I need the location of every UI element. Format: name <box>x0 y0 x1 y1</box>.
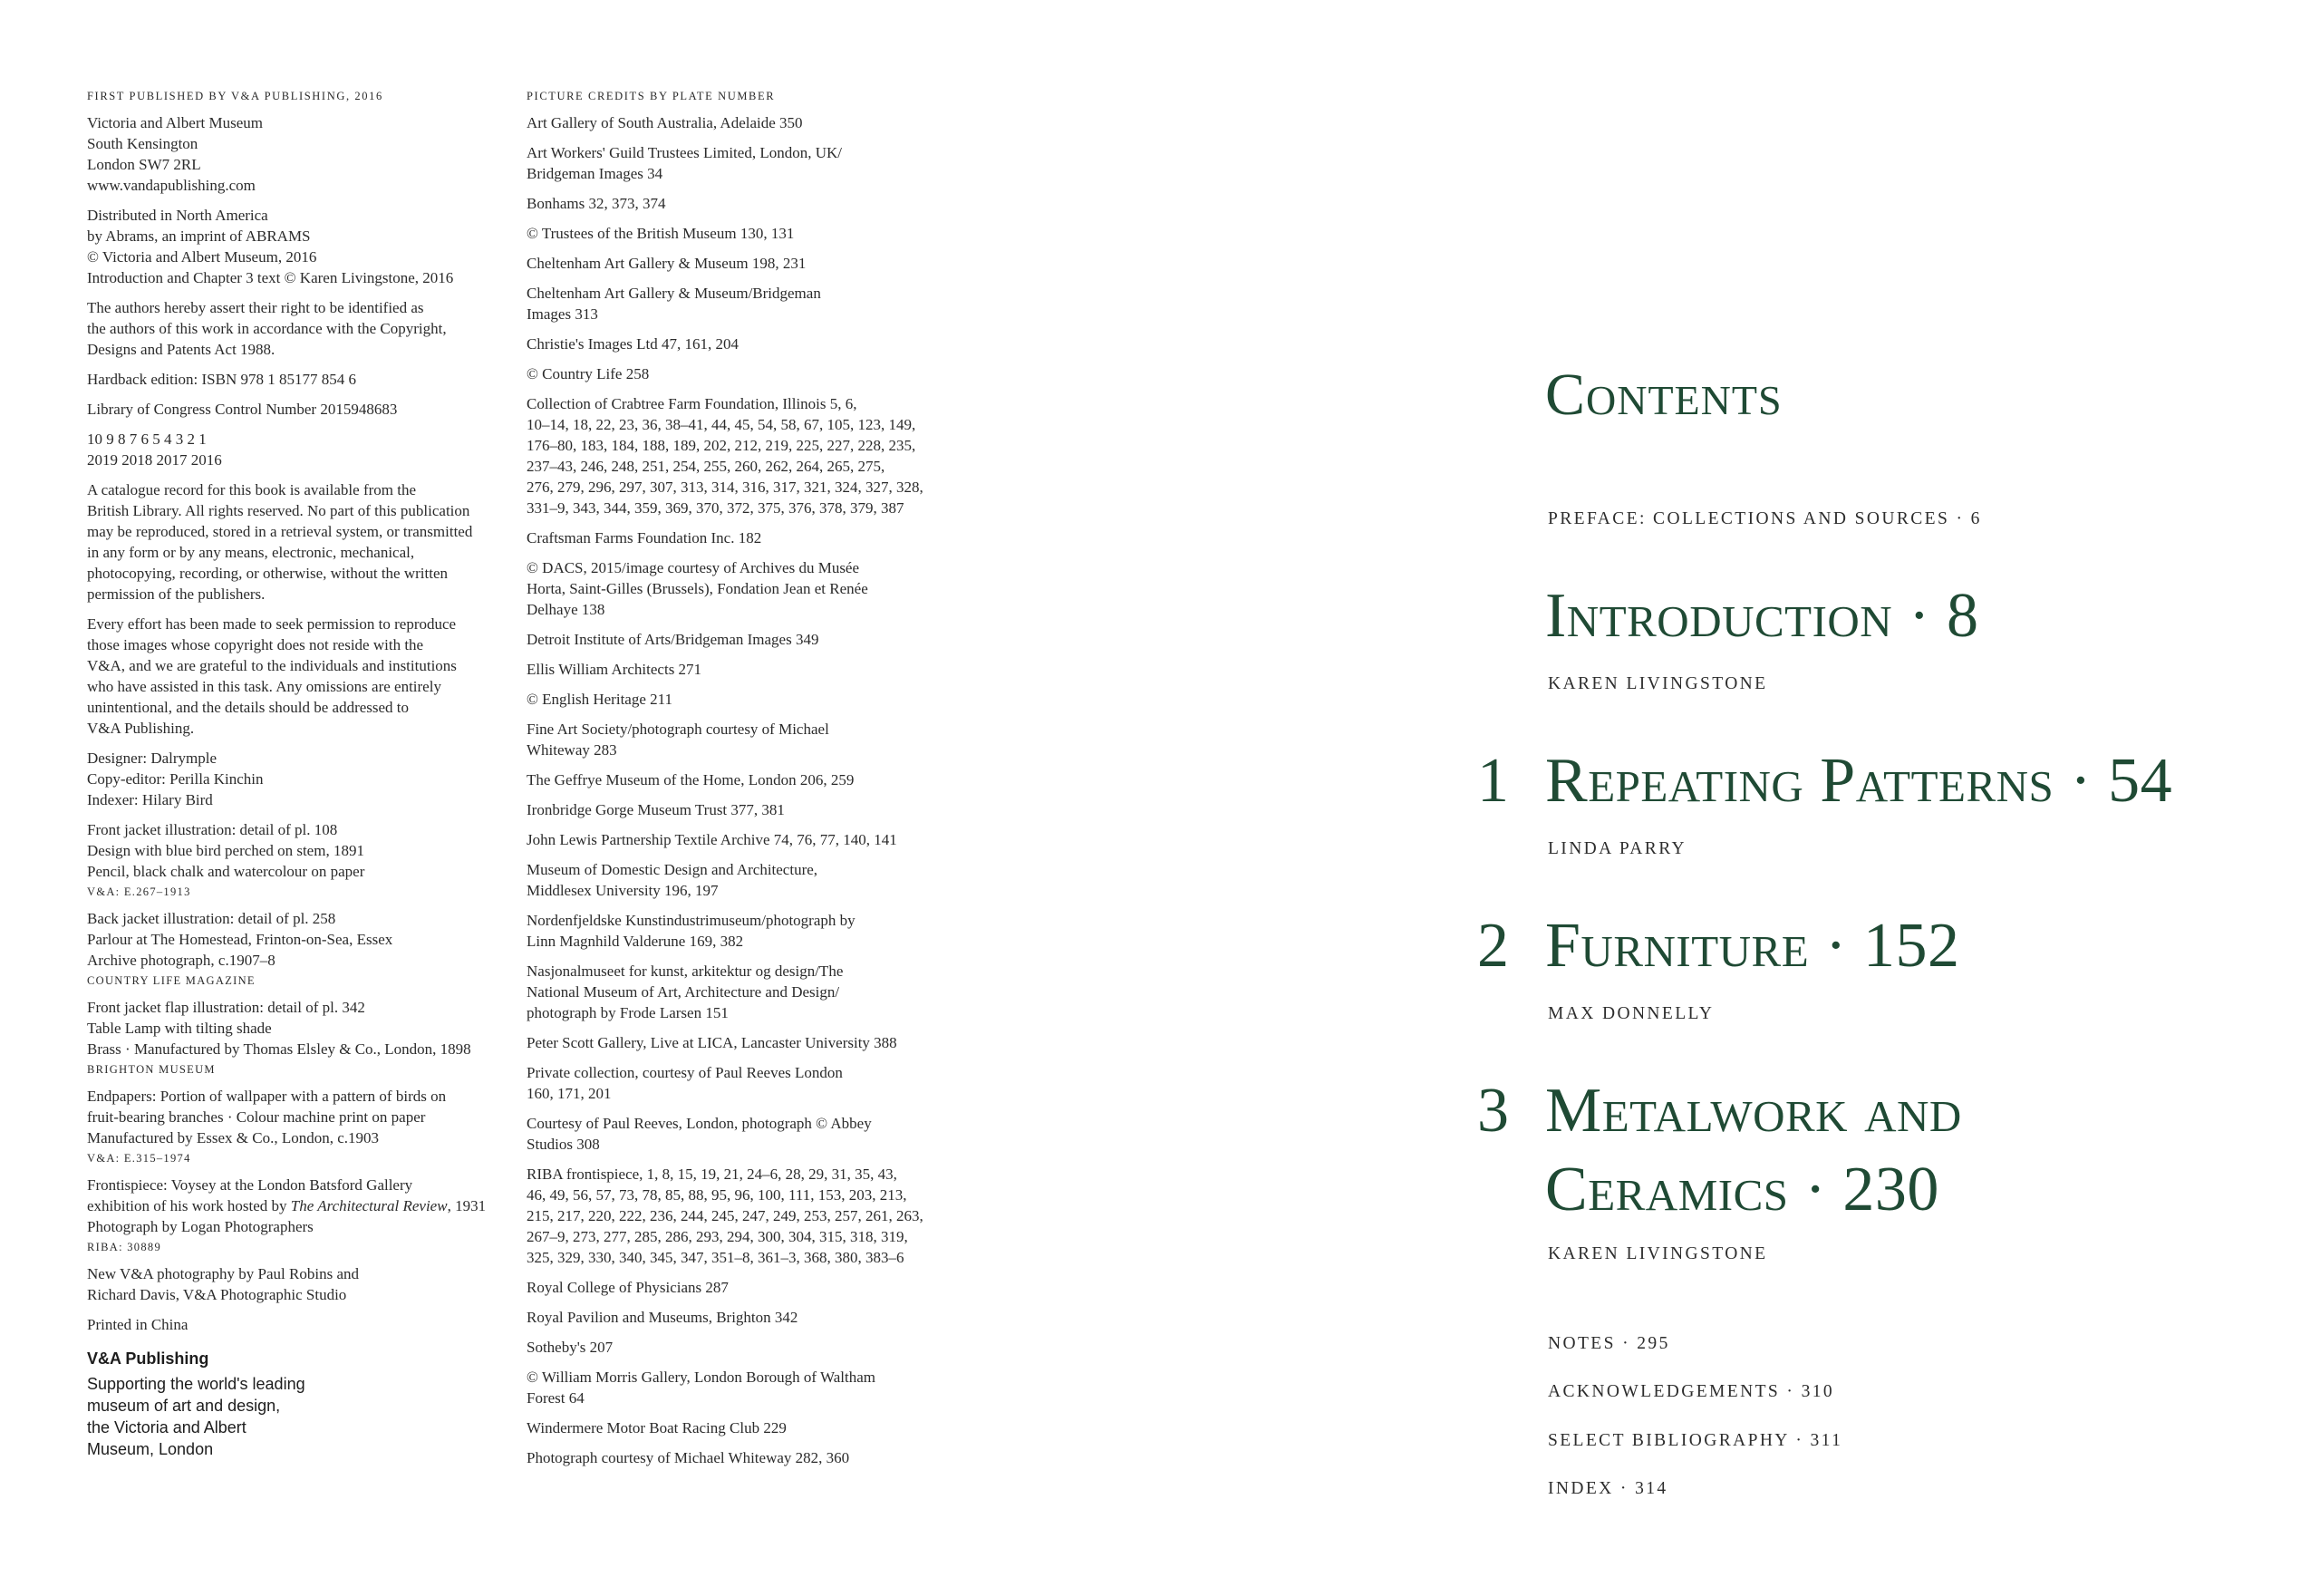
toc-index[interactable]: INDEX · 314 <box>1548 1479 1668 1498</box>
toc-chapter-2-author: MAX DONNELLY <box>1548 1004 1715 1023</box>
text-line: Victoria and Albert Museum <box>87 113 263 131</box>
credit-line: Art Gallery of South Australia, Adelaide 350 <box>527 113 803 131</box>
credit-line: Horta, Saint-Gilles (Brussels), Fondation Jean et Renée <box>527 579 868 597</box>
credit-entry <box>527 557 907 620</box>
credit-line: Photograph courtesy of Michael Whiteway 282, 360 <box>527 1448 850 1466</box>
credit-line: 267–9, 273, 277, 285, 286, 293, 294, 300, 304, 315, 318, 319, <box>527 1227 908 1245</box>
credit-entry <box>527 334 907 354</box>
imprint-heading: FIRST PUBLISHED BY V&A PUBLISHING, 2016 <box>87 90 383 102</box>
credit-entry <box>527 527 907 548</box>
loc-number: Library of Congress Control Number 2015948683 <box>87 400 398 418</box>
credit-entry <box>527 1164 923 1268</box>
credit-line: Nasjonalmuseet for kunst, arkitektur og design/The <box>527 962 844 980</box>
credit-entry <box>527 1062 907 1104</box>
text-line: by Abrams, an imprint of ABRAMS <box>87 227 311 245</box>
credit-entry <box>527 1113 907 1155</box>
credit-entry <box>527 1367 907 1408</box>
toc-introduction[interactable]: Introduction · 8 <box>1545 581 1979 651</box>
text-line: Designs and Patents Act 1988. <box>87 340 276 358</box>
credit-line: Fine Art Society/photograph courtesy of Michael <box>527 720 829 738</box>
toc-bibliography[interactable]: SELECT BIBLIOGRAPHY · 311 <box>1548 1431 1843 1450</box>
text-line: South Kensington <box>87 134 198 152</box>
text-line: in any form or by any means, electronic, mechanical, <box>87 543 415 561</box>
toc-chapter-2[interactable]: Furniture · 152 <box>1545 911 1960 981</box>
text-line: Front jacket flap illustration: detail of pl. 342 <box>87 998 365 1016</box>
credits-list <box>527 112 923 1468</box>
credit-entry <box>527 283 907 324</box>
credit-line: 176–80, 183, 184, 188, 189, 202, 212, 219, 225, 227, 228, 235, <box>527 436 916 454</box>
text-line: those images whose copyright does not reside with the <box>87 635 424 653</box>
credit-line: RIBA frontispiece, 1, 8, 15, 19, 21, 24–6, 28, 29, 31, 35, 43, <box>527 1165 897 1183</box>
credit-entry <box>527 1337 907 1358</box>
credit-entry <box>527 1447 907 1468</box>
credit-line: 325, 329, 330, 340, 345, 347, 351–8, 361–3, 368, 380, 383–6 <box>527 1248 904 1266</box>
credit-line: Bonhams 32, 373, 374 <box>527 194 666 212</box>
credit-line: John Lewis Partnership Textile Archive 74, 76, 77, 140, 141 <box>527 830 897 848</box>
printing-line <box>87 429 499 470</box>
back-jacket-caption: Back jacket illustration: detail of pl. 258 Parlour at The Homestead, Frinton-on-Sea, Essex Archive photograph, c.1907–8 COUNTRY LIFE MAGAZINE <box>87 908 499 991</box>
text-line: V&A Publishing. <box>87 719 195 737</box>
credit-line: 215, 217, 220, 222, 236, 244, 245, 247, 249, 253, 257, 261, 263, <box>527 1206 923 1224</box>
text-line: Front jacket illustration: detail of pl. 108 <box>87 820 338 838</box>
text-line: the Victoria and Albert <box>87 1417 246 1436</box>
credit-line: Art Workers' Guild Trustees Limited, London, UK/ <box>527 143 842 161</box>
permissions-note <box>87 614 499 739</box>
text-line: V&A, and we are grateful to the individuals and institutions <box>87 656 457 674</box>
text-line: Archive photograph, c.1907–8 <box>87 951 276 969</box>
credit-line: Forest 64 <box>527 1388 585 1407</box>
credits-heading: PICTURE CREDITS BY PLATE NUMBER <box>527 90 776 102</box>
toc-chapter-1-author: LINDA PARRY <box>1548 839 1687 858</box>
credit-line: © DACS, 2015/image courtesy of Archives du Musée <box>527 558 860 576</box>
credit-line: Private collection, courtesy of Paul Reeves London <box>527 1063 843 1081</box>
credit-line: Courtesy of Paul Reeves, London, photograph © Abbey <box>527 1114 872 1132</box>
credit-line: 160, 171, 201 <box>527 1084 612 1102</box>
frontispiece-caption: Frontispiece: Voysey at the London Batsford Gallery exhibition of his work hosted by The Architectural Review, 1931 Photograph by Logan Photographers RIBA: 30889 <box>87 1175 487 1253</box>
credit-line: Images 313 <box>527 305 598 323</box>
credit-line: 331–9, 343, 344, 359, 369, 370, 372, 375, 376, 378, 379, 387 <box>527 498 904 517</box>
credit-line: Linn Magnhild Valderune 169, 382 <box>527 932 744 950</box>
credit-entry <box>527 1417 907 1438</box>
text-line: Parlour at The Homestead, Frinton-on-Sea, Essex <box>87 930 393 948</box>
credit-line: Royal Pavilion and Museums, Brighton 342 <box>527 1308 798 1326</box>
credit-entry <box>527 689 907 710</box>
credit-entry <box>527 719 907 760</box>
publisher-logo-text: V&A Publishing <box>87 1349 209 1368</box>
text-line: Supporting the world's leading <box>87 1374 305 1393</box>
credit-entry <box>527 961 907 1023</box>
text-line: the authors of this work in accordance with the Copyright, <box>87 319 447 337</box>
credit-line: Studios 308 <box>527 1135 600 1153</box>
toc-notes[interactable]: NOTES · 295 <box>1548 1334 1670 1353</box>
text-line: permission of the publishers. <box>87 585 266 603</box>
text-line: Copy-editor: Perilla Kinchin <box>87 769 264 788</box>
text-line: unintentional, and the details should be addressed to <box>87 698 410 716</box>
credit-line: Nordenfjeldske Kunstindustrimuseum/photograph by <box>527 911 856 929</box>
toc-chapter-3-author: KAREN LIVINGSTONE <box>1548 1244 1768 1263</box>
credit-line: © Trustees of the British Museum 130, 131 <box>527 224 795 242</box>
credit-entry <box>527 1032 907 1053</box>
credit-entry <box>527 859 907 901</box>
photography-credit <box>87 1263 499 1305</box>
text-line: photocopying, recording, or otherwise, without the written <box>87 564 448 582</box>
credit-line: Royal College of Physicians 287 <box>527 1278 729 1296</box>
credit-entry <box>527 659 907 680</box>
credit-line: Museum of Domestic Design and Architecture, <box>527 860 818 878</box>
text-line: Designer: Dalrymple <box>87 749 218 767</box>
credit-line: Peter Scott Gallery, Live at LICA, Lancaster University 388 <box>527 1033 897 1051</box>
credit-entry <box>527 769 907 790</box>
toc-chapter-1-number: 1 <box>1477 746 1509 816</box>
contents-title: Contents <box>1545 362 1783 428</box>
text-line: Every effort has been made to seek permission to reproduce <box>87 614 457 633</box>
text-line: may be reproduced, stored in a retrieval system, or transmitted <box>87 522 473 540</box>
credit-entry <box>527 910 907 952</box>
credit-line: © English Heritage 211 <box>527 690 673 708</box>
text-line: New V&A photography by Paul Robins and <box>87 1264 360 1282</box>
credit-entry <box>527 393 923 518</box>
distribution-info <box>87 205 499 288</box>
credit-line: Ellis William Architects 271 <box>527 660 702 678</box>
credit-line: Whiteway 283 <box>527 740 617 759</box>
flap-caption: Front jacket flap illustration: detail of pl. 342 Table Lamp with tilting shade Brass · Manufactured by Thomas Elsley & Co., London, 1898 BRIGHTON MUSEUM <box>87 997 499 1080</box>
credit-entry <box>527 112 907 133</box>
credit-line: © William Morris Gallery, London Borough of Waltham <box>527 1368 875 1386</box>
credit-line: National Museum of Art, Architecture and Design/ <box>527 982 840 1001</box>
toc-preface[interactable]: PREFACE: COLLECTIONS AND SOURCES · 6 <box>1548 509 1982 528</box>
credit-entry <box>527 829 907 850</box>
credit-line: 46, 49, 56, 57, 73, 78, 85, 88, 95, 96, 100, 111, 153, 203, 213, <box>527 1185 907 1204</box>
rights-assertion <box>87 297 499 360</box>
credit-line: Bridgeman Images 34 <box>527 164 663 182</box>
credit-line: Ironbridge Gorge Museum Trust 377, 381 <box>527 800 785 818</box>
credit-line: Cheltenham Art Gallery & Museum/Bridgeman <box>527 284 821 302</box>
text-line: Richard Davis, V&A Photographic Studio <box>87 1285 347 1303</box>
text-line: Table Lamp with tilting shade <box>87 1019 272 1037</box>
text-line: Design with blue bird perched on stem, 1891 <box>87 841 364 859</box>
text-line: Pencil, black chalk and watercolour on paper <box>87 862 365 880</box>
text-line: The authors hereby assert their right to be identified as <box>87 298 424 316</box>
credit-line: 237–43, 246, 248, 251, 254, 255, 260, 262, 264, 265, 275, <box>527 457 885 475</box>
credit-line: © Country Life 258 <box>527 364 650 382</box>
text-line: museum of art and design, <box>87 1396 281 1415</box>
credit-entry <box>527 799 907 820</box>
credit-entry <box>527 193 907 214</box>
text-line: who have assisted in this task. Any omissions are entirely <box>87 677 441 695</box>
picture-credits-column <box>527 90 923 1477</box>
credit-entry <box>527 142 907 184</box>
credit-line: Cheltenham Art Gallery & Museum 198, 231 <box>527 254 807 272</box>
endpapers-caption: Endpapers: Portion of wallpaper with a pattern of birds on fruit-bearing branches · Colour machine print on paper Manufactured by Essex & Co., London, c.1903 V&A: E.315–1974 <box>87 1086 499 1169</box>
text-line: Back jacket illustration: detail of pl. 258 <box>87 909 336 927</box>
text-line: A catalogue record for this book is available from the <box>87 480 417 498</box>
credit-line: Christie's Images Ltd 47, 161, 204 <box>527 334 739 353</box>
printed-in: Printed in China <box>87 1315 188 1333</box>
credit-line: Windermere Motor Boat Racing Club 229 <box>527 1418 787 1436</box>
toc-chapter-1[interactable]: Repeating Patterns · 54 <box>1545 746 2173 816</box>
toc-chapter-3-line-1[interactable]: Metalwork and <box>1545 1076 1962 1146</box>
credit-line: Delhaye 138 <box>527 600 605 618</box>
credit-line: Collection of Crabtree Farm Foundation, Illinois 5, 6, <box>527 394 857 412</box>
credit-line: photograph by Frode Larsen 151 <box>527 1003 729 1021</box>
isbn-line: Hardback edition: ISBN 978 1 85177 854 6 <box>87 370 356 388</box>
publisher-address <box>87 112 499 196</box>
text-line: London SW7 2RL <box>87 155 201 173</box>
text-line: Museum, London <box>87 1439 214 1458</box>
imprint-column <box>87 91 499 1460</box>
text-line: © Victoria and Albert Museum, 2016 <box>87 247 317 266</box>
credit-entry <box>527 363 907 384</box>
text-line: www.vandapublishing.com <box>87 176 256 194</box>
catalogue-record <box>87 479 499 605</box>
toc-introduction-author: KAREN LIVINGSTONE <box>1548 674 1768 693</box>
credit-line: Middlesex University 196, 197 <box>527 881 719 899</box>
text-line: fruit-bearing branches · Colour machine print on paper <box>87 1108 426 1126</box>
text-line: Introduction and Chapter 3 text © Karen Livingstone, 2016 <box>87 268 454 286</box>
credit-entry <box>527 1277 907 1298</box>
text-line: Manufactured by Essex & Co., London, c.1903 <box>87 1128 379 1146</box>
text-line: British Library. All rights reserved. No part of this publication <box>87 501 470 519</box>
text-line: Endpapers: Portion of wallpaper with a pattern of birds on <box>87 1087 447 1105</box>
credit-line: The Geffrye Museum of the Home, London 206, 259 <box>527 770 855 788</box>
credit-entry <box>527 223 907 244</box>
staff-credits <box>87 748 499 810</box>
toc-chapter-3-number: 3 <box>1477 1076 1509 1146</box>
credit-line: 276, 279, 296, 297, 307, 313, 314, 316, 317, 321, 324, 327, 328, <box>527 478 923 496</box>
credit-line: 10–14, 18, 22, 23, 36, 38–41, 44, 45, 54, 58, 67, 105, 123, 149, <box>527 415 916 433</box>
publisher-tagline <box>87 1373 499 1460</box>
credit-entry <box>527 253 907 274</box>
credit-entry <box>527 629 907 650</box>
toc-chapter-2-number: 2 <box>1477 911 1509 981</box>
credit-entry <box>527 1307 907 1328</box>
toc-acknowledgements[interactable]: ACKNOWLEDGEMENTS · 310 <box>1548 1382 1835 1401</box>
toc-chapter-3-line-2[interactable]: Ceramics · 230 <box>1545 1155 1939 1224</box>
front-jacket-caption: Front jacket illustration: detail of pl. 108 Design with blue bird perched on stem, 1891 Pencil, black chalk and watercolour on paper V&A: E.267–1913 <box>87 819 499 903</box>
text-line: Distributed in North America <box>87 206 268 224</box>
text-line: Brass · Manufactured by Thomas Elsley & Co., London, 1898 <box>87 1040 471 1058</box>
print-numbers: 10 9 8 7 6 5 4 3 2 1 <box>87 430 207 448</box>
credit-line: Craftsman Farms Foundation Inc. 182 <box>527 528 762 547</box>
text-line: Indexer: Hilary Bird <box>87 790 213 808</box>
print-years: 2019 2018 2017 2016 <box>87 450 222 469</box>
credit-line: Detroit Institute of Arts/Bridgeman Images 349 <box>527 630 819 648</box>
credit-line: Sotheby's 207 <box>527 1338 614 1356</box>
